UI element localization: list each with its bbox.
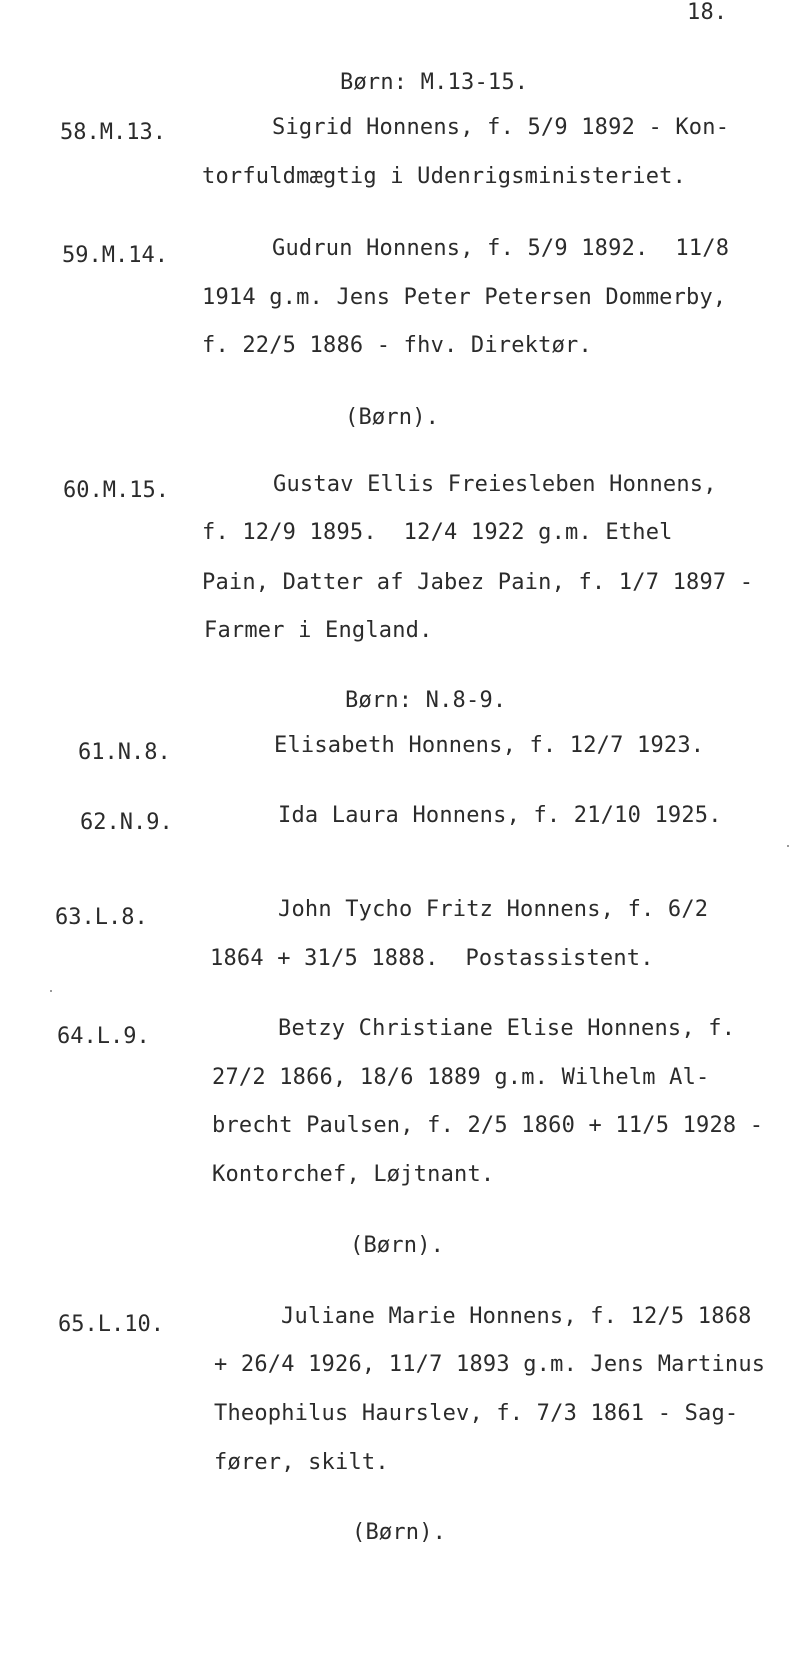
- entry-number: 63.L.8.: [55, 905, 148, 930]
- section-heading: (Børn).: [345, 405, 440, 430]
- section-heading: Børn: M.13-15.: [340, 70, 529, 95]
- entry-number: 64.L.9.: [57, 1024, 150, 1049]
- entry-number: 62.N.9.: [80, 810, 173, 835]
- paper-speck: [50, 990, 52, 992]
- entry-number: 65.L.10.: [58, 1312, 164, 1337]
- section-heading: Børn: N.8-9.: [345, 688, 507, 713]
- entry-line: 1914 g.m. Jens Peter Petersen Dommerby,: [202, 285, 727, 310]
- entry-line: Theophilus Haurslev, f. 7/3 1861 - Sag-: [214, 1401, 739, 1426]
- entry-number: 58.M.13.: [60, 120, 166, 145]
- entry-line: Elisabeth Honnens, f. 12/7 1923.: [274, 733, 705, 758]
- entry-number: 60.M.15.: [63, 478, 169, 503]
- entry-number: 61.N.8.: [78, 740, 171, 765]
- entry-line: Betzy Christiane Elise Honnens, f.: [278, 1016, 736, 1041]
- entry-line: torfuldmægtig i Udenrigsministeriet.: [202, 164, 687, 189]
- entry-line: Gudrun Honnens, f. 5/9 1892. 11/8: [272, 236, 730, 261]
- entry-line: f. 12/9 1895. 12/4 1922 g.m. Ethel: [202, 520, 673, 545]
- entry-line: John Tycho Fritz Honnens, f. 6/2: [278, 897, 709, 922]
- entry-line: Sigrid Honnens, f. 5/9 1892 - Kon-: [272, 115, 730, 140]
- entry-line: Gustav Ellis Freiesleben Honnens,: [273, 472, 717, 497]
- entry-line: fører, skilt.: [214, 1450, 389, 1475]
- entry-line: brecht Paulsen, f. 2/5 1860 + 11/5 1928 -: [212, 1113, 764, 1138]
- entry-line: Juliane Marie Honnens, f. 12/5 1868: [281, 1304, 752, 1329]
- entry-line: f. 22/5 1886 - fhv. Direktør.: [202, 333, 592, 358]
- section-heading: (Børn).: [352, 1520, 447, 1545]
- entry-line: Kontorchef, Løjtnant.: [212, 1162, 495, 1187]
- entry-number: 59.M.14.: [62, 243, 168, 268]
- entry-line: Pain, Datter af Jabez Pain, f. 1/7 1897 -: [202, 570, 754, 595]
- page-number: 18.: [687, 0, 728, 25]
- section-heading: (Børn).: [350, 1233, 445, 1258]
- entry-line: Ida Laura Honnens, f. 21/10 1925.: [278, 803, 722, 828]
- entry-line: + 26/4 1926, 11/7 1893 g.m. Jens Martinus: [214, 1352, 766, 1377]
- entry-line: 27/2 1866, 18/6 1889 g.m. Wilhelm Al-: [212, 1065, 710, 1090]
- entry-line: Farmer i England.: [204, 618, 433, 643]
- entry-line: 1864 + 31/5 1888. Postassistent.: [210, 946, 654, 971]
- paper-speck: [787, 845, 789, 847]
